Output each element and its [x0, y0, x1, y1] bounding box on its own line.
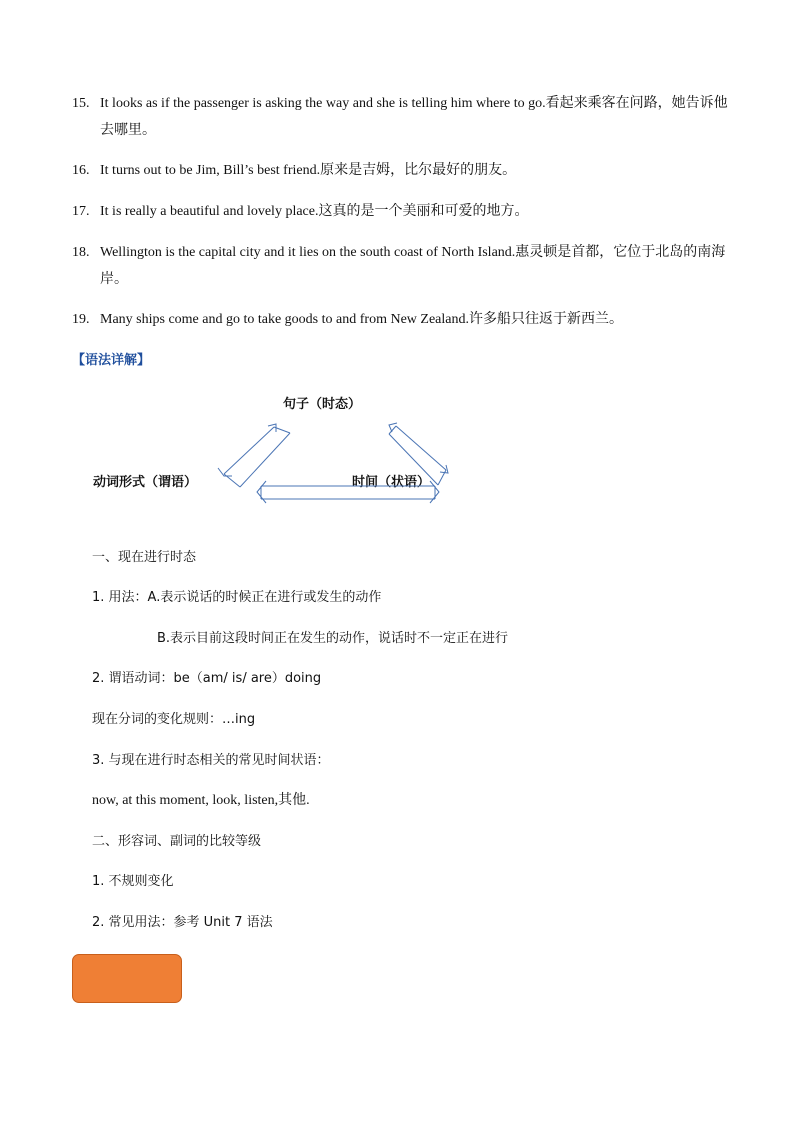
time-adverbial-words: now, at this moment, look, listen,其他. — [92, 793, 310, 808]
sentence-text: It is really a beautiful and lovely place.这真的是一个美丽和可爱的地方。 — [100, 204, 529, 219]
irregular-changes: 1. 不规则变化 — [92, 874, 174, 889]
sentence-text: It turns out to be Jim, Bill’s best friend.原来是吉姆，比尔最好的朋友。 — [100, 163, 517, 178]
sentence-text-continued: 岸。 — [100, 272, 128, 287]
diagram-left-label: 动词形式（谓语） — [93, 475, 198, 490]
left-double-arrow — [218, 424, 290, 487]
sentence-number: 18. — [72, 245, 90, 260]
section-title-present-continuous: 一、现在进行时态 — [92, 550, 197, 565]
orange-shape — [72, 954, 182, 1003]
sentence-number: 19. — [72, 312, 90, 327]
sentence-text: It looks as if the passenger is asking the way and she is telling him where to go.看起来乘客在问路，她告诉他 — [100, 96, 728, 111]
sentence-text: Many ships come and go to take goods to and from New Zealand.许多船只往返于新西兰。 — [100, 312, 623, 327]
sentence-number: 16. — [72, 163, 90, 178]
time-adverbial-title: 3. 与现在进行时态相关的常见时间状语： — [92, 753, 330, 768]
sentence-text-continued: 去哪里。 — [100, 123, 156, 138]
common-usage: 2. 常见用法：参考 Unit 7 语法 — [92, 915, 273, 930]
sentence-number: 17. — [72, 204, 90, 219]
diagram-top-label: 句子（时态） — [283, 397, 362, 412]
predicate-verb: 2. 谓语动词：be（am/ is/ are）doing — [92, 671, 322, 686]
participle-rule: 现在分词的变化规则：…ing — [92, 712, 256, 727]
grammar-heading: 【语法详解】 — [72, 353, 151, 368]
section-title-comparison: 二、形容词、副词的比较等级 — [92, 834, 262, 849]
usage-a: 1. 用法：A.表示说话的时候正在进行或发生的动作 — [92, 590, 382, 605]
diagram-right-label: 时间（状语） — [352, 475, 431, 490]
sentence-text: Wellington is the capital city and it lies on the south coast of North Island.惠灵顿是首都，它位于北岛的南海 — [100, 245, 726, 260]
sentence-number: 15. — [72, 96, 90, 111]
usage-b: B.表示目前这段时间正在发生的动作，说话时不一定正在进行 — [157, 631, 509, 646]
